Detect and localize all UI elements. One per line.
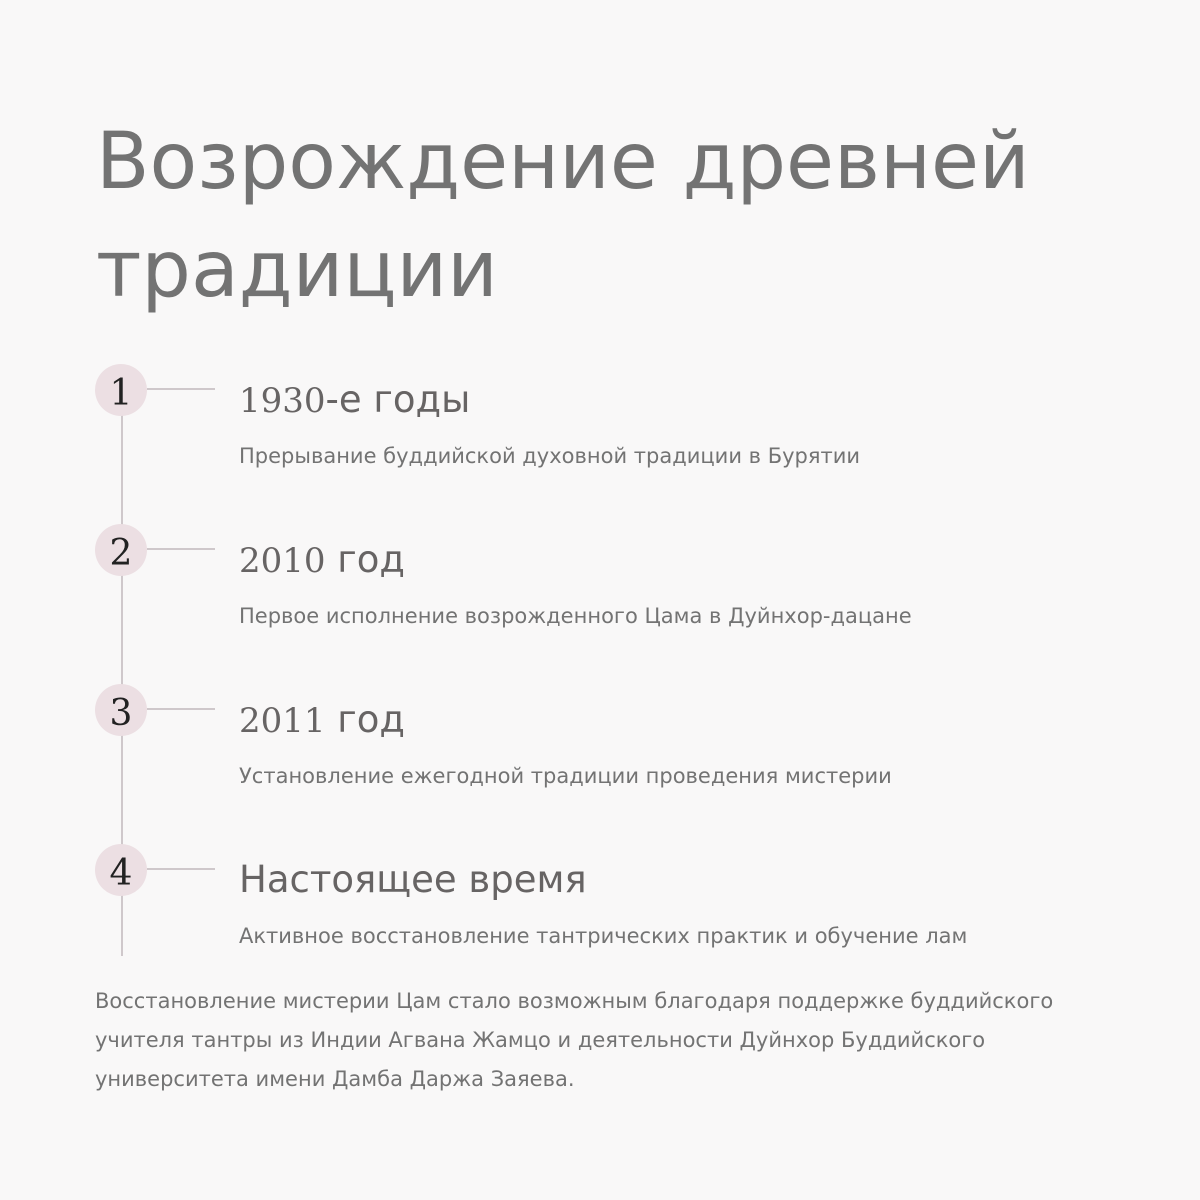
step-connector xyxy=(147,548,215,550)
step-year: 2010 xyxy=(239,541,326,581)
step-year: 2011 xyxy=(239,701,326,741)
step-description: Прерывание буддийской духовной традиции в Бурятии xyxy=(239,444,861,468)
step-number: 4 xyxy=(109,853,133,894)
step-period: Настоящее время xyxy=(239,858,587,901)
step-description: Активное восстановление тантрических практик и обучение лам xyxy=(239,924,968,948)
step-number: 2 xyxy=(109,533,133,574)
step-connector xyxy=(147,708,215,710)
footer-note: Восстановление мистерии Цам стало возможным благодаря поддержке буддийского учителя тантры из Индии Агвана Жамцо и деятельности Дуйнхор Буддийского университета имени Дамба Даржа Заяева. xyxy=(95,989,1054,1091)
step-connector xyxy=(147,868,215,870)
step-connector xyxy=(147,388,215,390)
step-heading xyxy=(239,374,470,427)
step-number: 3 xyxy=(109,693,133,734)
step-period: год xyxy=(325,698,405,741)
page-title: Возрождение древней традиции xyxy=(96,117,1030,315)
timeline-step-3 xyxy=(0,684,1200,844)
step-description: Первое исполнение возрожденного Цама в Дуйнхор-дацане xyxy=(239,604,912,628)
timeline-step-1 xyxy=(0,364,1200,524)
step-number: 1 xyxy=(109,373,133,414)
step-description: Установление ежегодной традиции проведения мистерии xyxy=(239,764,892,788)
step-heading xyxy=(239,854,587,907)
step-heading xyxy=(239,694,405,747)
step-period: год xyxy=(325,538,405,581)
step-period: -е годы xyxy=(325,378,471,421)
timeline-step-4 xyxy=(0,844,1200,1004)
step-heading xyxy=(239,534,405,587)
timeline-step-2 xyxy=(0,524,1200,684)
step-year: 1930 xyxy=(239,381,326,421)
